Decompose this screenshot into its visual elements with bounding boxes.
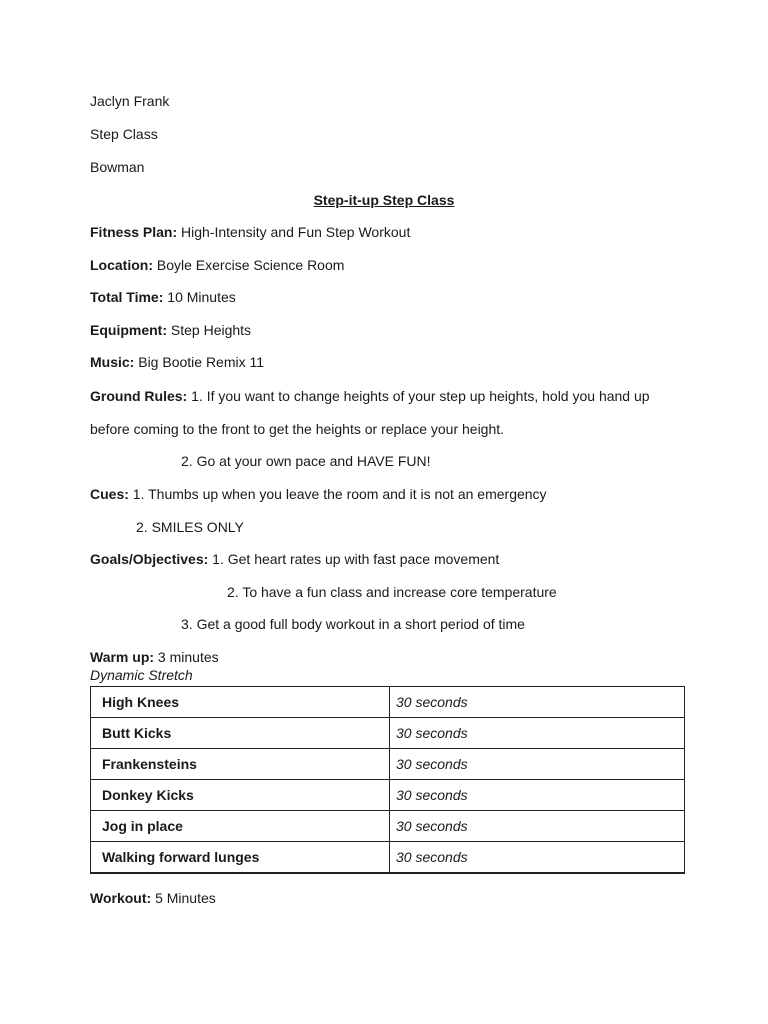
equipment-line: [90, 321, 251, 339]
cue-2: 2. SMILES ONLY: [136, 519, 244, 535]
music-line: [90, 353, 264, 371]
document-title: Step-it-up Step Class: [313, 192, 455, 208]
ground-rule-1a: 1. If you want to change heights of your step up heights, hold you hand up: [187, 388, 650, 404]
location-label: Location:: [90, 257, 153, 273]
workout-value: 5 Minutes: [151, 890, 216, 906]
exercise-cell: Butt Kicks: [91, 718, 390, 749]
warm-up-line: [90, 648, 219, 666]
goal-1: 1. Get heart rates up with fast pace movement: [208, 551, 500, 567]
music-label: Music:: [90, 354, 135, 370]
ground-rules-label: Ground Rules:: [90, 388, 188, 404]
duration-cell: 30 seconds: [390, 749, 685, 780]
fitness-plan-value: High-Intensity and Fun Step Workout: [177, 224, 411, 240]
table-row: [91, 749, 685, 780]
duration-cell: 30 seconds: [390, 811, 685, 842]
location-value: Boyle Exercise Science Room: [153, 257, 345, 273]
warm-up-table: [90, 686, 685, 874]
exercise-cell: Jog in place: [91, 811, 390, 842]
student-name: Jaclyn Frank: [90, 93, 170, 109]
equipment-value: Step Heights: [167, 322, 252, 338]
workout-line: [90, 889, 216, 907]
goals-line: [90, 550, 499, 568]
table-row: [91, 842, 685, 874]
duration-cell: 30 seconds: [390, 780, 685, 811]
table-row: [91, 687, 685, 718]
cue-1: 1. Thumbs up when you leave the room and it is not an emergency: [128, 486, 547, 502]
fitness-plan-line: [90, 223, 410, 241]
ground-rule-2: 2. Go at your own pace and HAVE FUN!: [181, 453, 431, 469]
equipment-label: Equipment:: [90, 322, 167, 338]
location-line: [90, 256, 344, 274]
cues-line: [90, 485, 547, 503]
total-time-line: [90, 288, 236, 306]
duration-cell: 30 seconds: [390, 687, 685, 718]
exercise-cell: Donkey Kicks: [91, 780, 390, 811]
ground-rules-line: [90, 387, 650, 405]
fitness-plan-label: Fitness Plan:: [90, 224, 178, 240]
exercise-cell: Walking forward lunges: [91, 842, 390, 874]
warm-up-subtitle: Dynamic Stretch: [90, 667, 193, 683]
instructor-name: Bowman: [90, 159, 145, 175]
table-row: [91, 811, 685, 842]
ground-rule-1b: before coming to the front to get the heights or replace your height.: [90, 421, 505, 437]
exercise-cell: High Knees: [91, 687, 390, 718]
total-time-label: Total Time:: [90, 289, 164, 305]
table-row: [91, 718, 685, 749]
goal-2: 2. To have a fun class and increase core temperature: [227, 584, 557, 600]
duration-cell: 30 seconds: [390, 842, 685, 874]
exercise-cell: Frankensteins: [91, 749, 390, 780]
duration-cell: 30 seconds: [390, 718, 685, 749]
workout-label: Workout:: [90, 890, 152, 906]
goals-label: Goals/Objectives:: [90, 551, 209, 567]
warm-up-value: 3 minutes: [154, 649, 219, 665]
total-time-value: 10 Minutes: [163, 289, 236, 305]
course-name: Step Class: [90, 126, 158, 142]
table-row: [91, 780, 685, 811]
music-value: Big Bootie Remix 11: [134, 354, 265, 370]
cues-label: Cues:: [90, 486, 129, 502]
goal-3: 3. Get a good full body workout in a short period of time: [181, 616, 525, 632]
warm-up-label: Warm up:: [90, 649, 155, 665]
